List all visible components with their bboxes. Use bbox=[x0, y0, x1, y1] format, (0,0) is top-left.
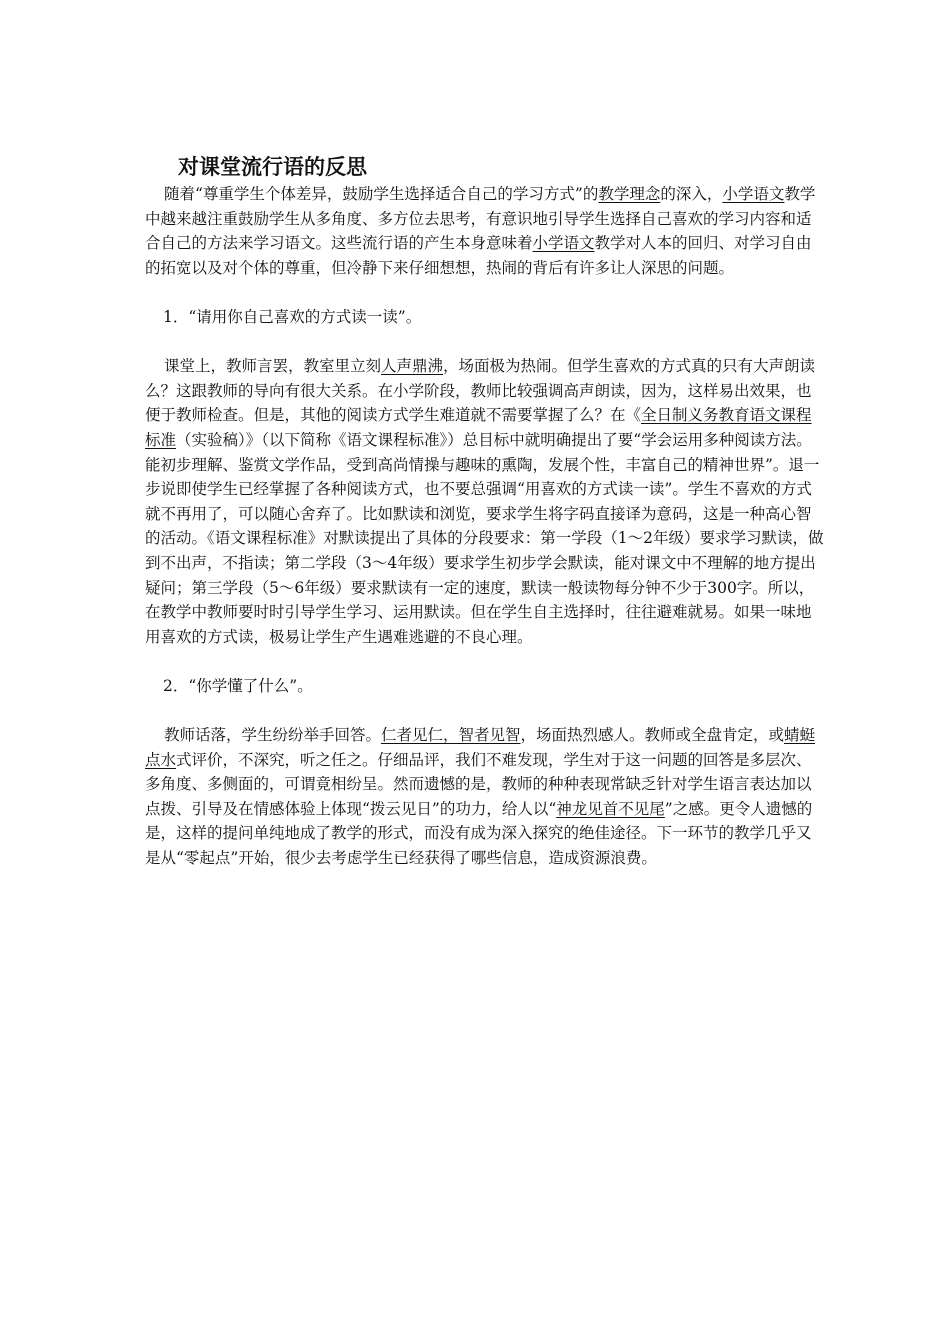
intro-paragraph bbox=[145, 182, 825, 280]
document-body bbox=[145, 182, 825, 871]
section-2-text-1: 教师话落，学生纷纷举手回答。 bbox=[164, 726, 382, 745]
link-teaching-concept[interactable]: 教学理念 bbox=[598, 185, 661, 203]
section-2-text-3: 式评价，不深究，听之任之。仔细品评，我们不难发现，学生对于这一问题的回答是多层次、多角度、多侧面的，可谓竟相纷呈。然而遗憾的是，教师的种种表现常缺乏针对学生语言表达加以点拨、引导及在情感体验上体现“拨云见日”的功力，给人以“ bbox=[145, 750, 812, 818]
link-dragonfly-touch[interactable]: 蜻蜓点水 bbox=[145, 726, 816, 769]
section-2-text-2: ，场面热烈感人。教师或全盘肯定，或 bbox=[520, 726, 785, 745]
spacer bbox=[145, 330, 825, 355]
spacer bbox=[145, 649, 825, 674]
intro-text-2: 的深入， bbox=[660, 185, 723, 203]
link-curriculum-standard[interactable]: 全日制义务教育语文课程标准 bbox=[145, 406, 812, 449]
section-1-text-3: （实验稿）》（以下简称《语文课程标准》）总目标中就明确提出了要“学会运用多种阅读方法。能初步理解、鉴赏文学作品，受到高尚情操与趣味的熏陶，发展个性，丰富自己的精神世界”。退一步说即使学生已经掌握了各种阅读方式，也不要总强调“用喜欢的方式读一读”。学生不喜欢的方式就不再用了，可以随心舍弃了。比如默读和浏览，要求学生将字码直接译为意码，这是一种高心智的活动。《语文课程标准》对默读提出了具体的分段要求：第一学段（1～2年级）要求学习默读，做到不出声，不指读；第二学段（3～4年级）要求学生初步学会默读，能对课文中不理解的地方提出疑问；第三学段（5～6年级）要求默读有一定的速度，默读一般读物每分钟不少于300字。所以，在教学中教师要时时引导学生学习、运用默读。但在学生自主选择时，往往避难就易。如果一味地用喜欢的方式读，极易让学生产生遇难逃避的不良心理。 bbox=[145, 430, 824, 646]
link-bustling-voices[interactable]: 人声鼎沸 bbox=[381, 357, 444, 376]
intro-text-3: 教学中越来越注重鼓励学生从多角度、多方位去思考，有意识地引导学生选择自己喜欢的学习内容和适合自己的方法来学习语文。这些流行语的产生本身意味着 bbox=[145, 185, 816, 253]
section-1-heading: 1．“请用你自己喜欢的方式读一读”。 bbox=[163, 307, 422, 326]
section-2-text-4: ”之感。更令人遗憾的是，这样的提问单纯地成了教学的形式，而没有成为深入探究的绝佳途径。下一环节的教学几乎又是从“零起点”开始，很少去考虑学生已经获得了哪些信息，造成资源浪费。 bbox=[145, 799, 813, 868]
section-2-paragraph bbox=[145, 723, 825, 871]
link-dragon-head[interactable]: 神龙见首不见尾 bbox=[556, 799, 665, 818]
section-1-text-1: 课堂上，教师言罢，教室里立刻 bbox=[164, 357, 382, 376]
spacer bbox=[145, 698, 825, 723]
link-different-views[interactable]: 仁者见仁，智者见智 bbox=[381, 726, 521, 745]
document-title: 对课堂流行语的反思 bbox=[178, 155, 367, 179]
intro-text-1: 随着“尊重学生个体差异，鼓励学生选择适合自己的学习方式”的 bbox=[164, 185, 599, 203]
section-1-paragraph bbox=[145, 354, 825, 649]
section-1-text-2: ，场面极为热闹。但学生喜欢的方式真的只有大声朗读么？这跟教师的导向有很大关系。在小学阶段，教师比较强调高声朗读，因为，这样易出效果，也便于教师检查。但是，其他的阅读方式学生难道就不需要掌握了么？在《 bbox=[145, 357, 816, 425]
section-2-heading: 2．“你学懂了什么”。 bbox=[163, 676, 313, 695]
intro-text-4: 教学对人本的回归、对学习自由的拓宽以及对个体的尊重，但冷静下来仔细想想，热闹的背后有许多让人深思的问题。 bbox=[145, 234, 812, 277]
link-primary-chinese-1[interactable]: 小学语文 bbox=[722, 185, 785, 203]
link-primary-chinese-2[interactable]: 小学语文 bbox=[532, 234, 595, 253]
spacer bbox=[145, 280, 825, 305]
